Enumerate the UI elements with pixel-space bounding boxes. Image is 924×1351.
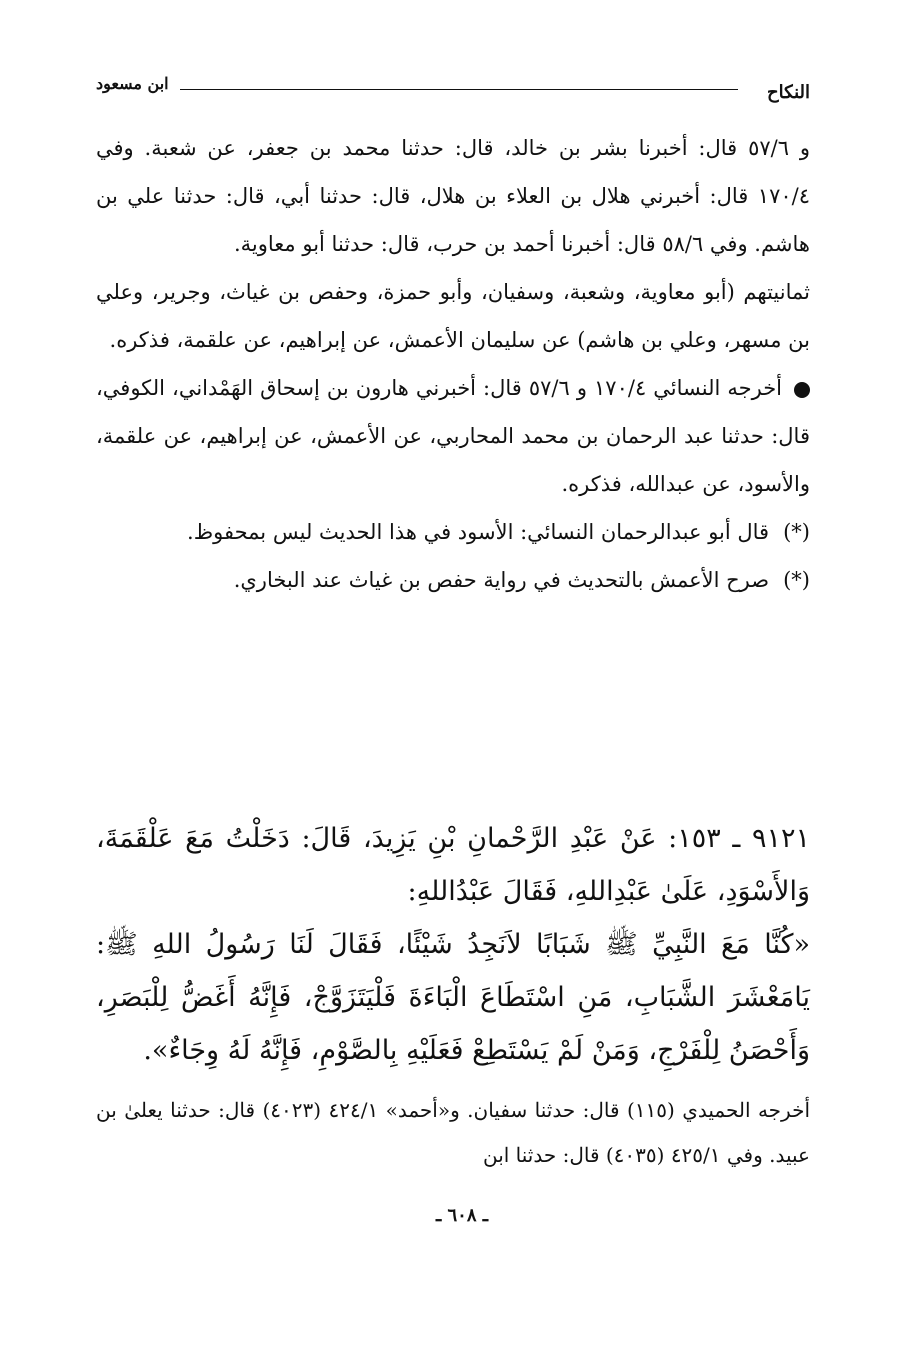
author-title: ابن مسعود bbox=[96, 74, 169, 93]
takhrij-paragraph bbox=[96, 364, 810, 508]
note-marker: (*) bbox=[783, 520, 810, 544]
top-text bbox=[96, 124, 810, 604]
takhrij-text: أخرجه النسائي ١٧٠/٤ و ٥٧/٦ قال: أخبرني هارون بن إسحاق الهَمْداني، الكوفي، قال: حدثنا عبد الرحمان بن محمد المحاربي، عن الأعمش، عن إبراهيم، عن علقمة، والأسود، عن عبدالله، فذكره. bbox=[96, 376, 810, 496]
chapter-title: النكاح bbox=[767, 82, 810, 103]
bullet-icon bbox=[794, 382, 810, 398]
note-paragraph bbox=[96, 556, 810, 604]
hadith-text: «كُنَّا مَعَ النَّبِيِّ ﷺ شَبَابًا لاَنَجِدُ شَيْئًا، فَقَالَ لَنَا رَسُولُ اللهِ ﷺ: يَامَعْشَرَ الشَّبَابِ، مَنِ اسْتَطَاعَ الْبَاءَةَ فَلْيَتَزَوَّجْ، فَإِنَّهُ أَغَضُّ لِلْبَصَرِ، وَأَحْصَنُ لِلْفَرْجِ، وَمَنْ لَمْ يَسْتَطِعْ فَعَلَيْهِ بِالصَّوْمِ، فَإِنَّهُ لَهُ وِجَاءٌ». bbox=[96, 929, 810, 1066]
note-text: صرح الأعمش بالتحديث في رواية حفص بن غياث عند البخاري. bbox=[233, 568, 770, 592]
running-header bbox=[96, 70, 810, 104]
hadith-intro: ٩١٢١ ـ ١٥٣: عَنْ عَبْدِ الرَّحْمانِ بْنِ يَزِيدَ، قَالَ: دَخَلْتُ مَعَ عَلْقَمَةَ، وَالأَسْوَدِ، عَلَىٰ عَبْدِاللهِ، فَقَالَ عَبْدُاللهِ: bbox=[96, 823, 810, 907]
narration-paragraph: ثمانيتهم (أبو معاوية، وشعبة، وسفيان، وأبو حمزة، وحفص بن غياث، وجرير، وعلي بن مسهر، وعلي بن هاشم) عن سليمان الأعمش، عن إبراهيم، عن علقمة، فذكره. bbox=[96, 280, 810, 352]
footnote-text: أخرجه الحميدي (١١٥) قال: حدثنا سفيان. و«أحمد» ٤٢٤/١ (٤٠٢٣) قال: حدثنا يعلىٰ بن عبيد. وفي ٤٢٥/١ (٤٠٣٥) قال: حدثنا ابن bbox=[96, 1098, 810, 1167]
narration-paragraph: و ٥٧/٦ قال: أخبرنا بشر بن خالد، قال: حدثنا محمد بن جعفر، عن شعبة. وفي ١٧٠/٤ قال: أخبرني هلال بن العلاء بن هلال، قال: حدثنا أبي، قال: حدثنا علي بن هاشم. وفي ٥٨/٦ قال: أخبرنا أحمد بن حرب، قال: حدثنا أبو معاوية. bbox=[96, 136, 810, 256]
header-rule bbox=[180, 89, 738, 90]
page-number: ـ ٦٠٨ ـ bbox=[435, 1205, 489, 1226]
note-marker: (*) bbox=[783, 568, 810, 592]
footnote-block bbox=[96, 1088, 810, 1178]
note-paragraph bbox=[96, 508, 810, 556]
note-text: قال أبو عبدالرحمان النسائي: الأسود في هذا الحديث ليس بمحفوظ. bbox=[187, 520, 770, 544]
hadith-block bbox=[96, 812, 810, 1077]
